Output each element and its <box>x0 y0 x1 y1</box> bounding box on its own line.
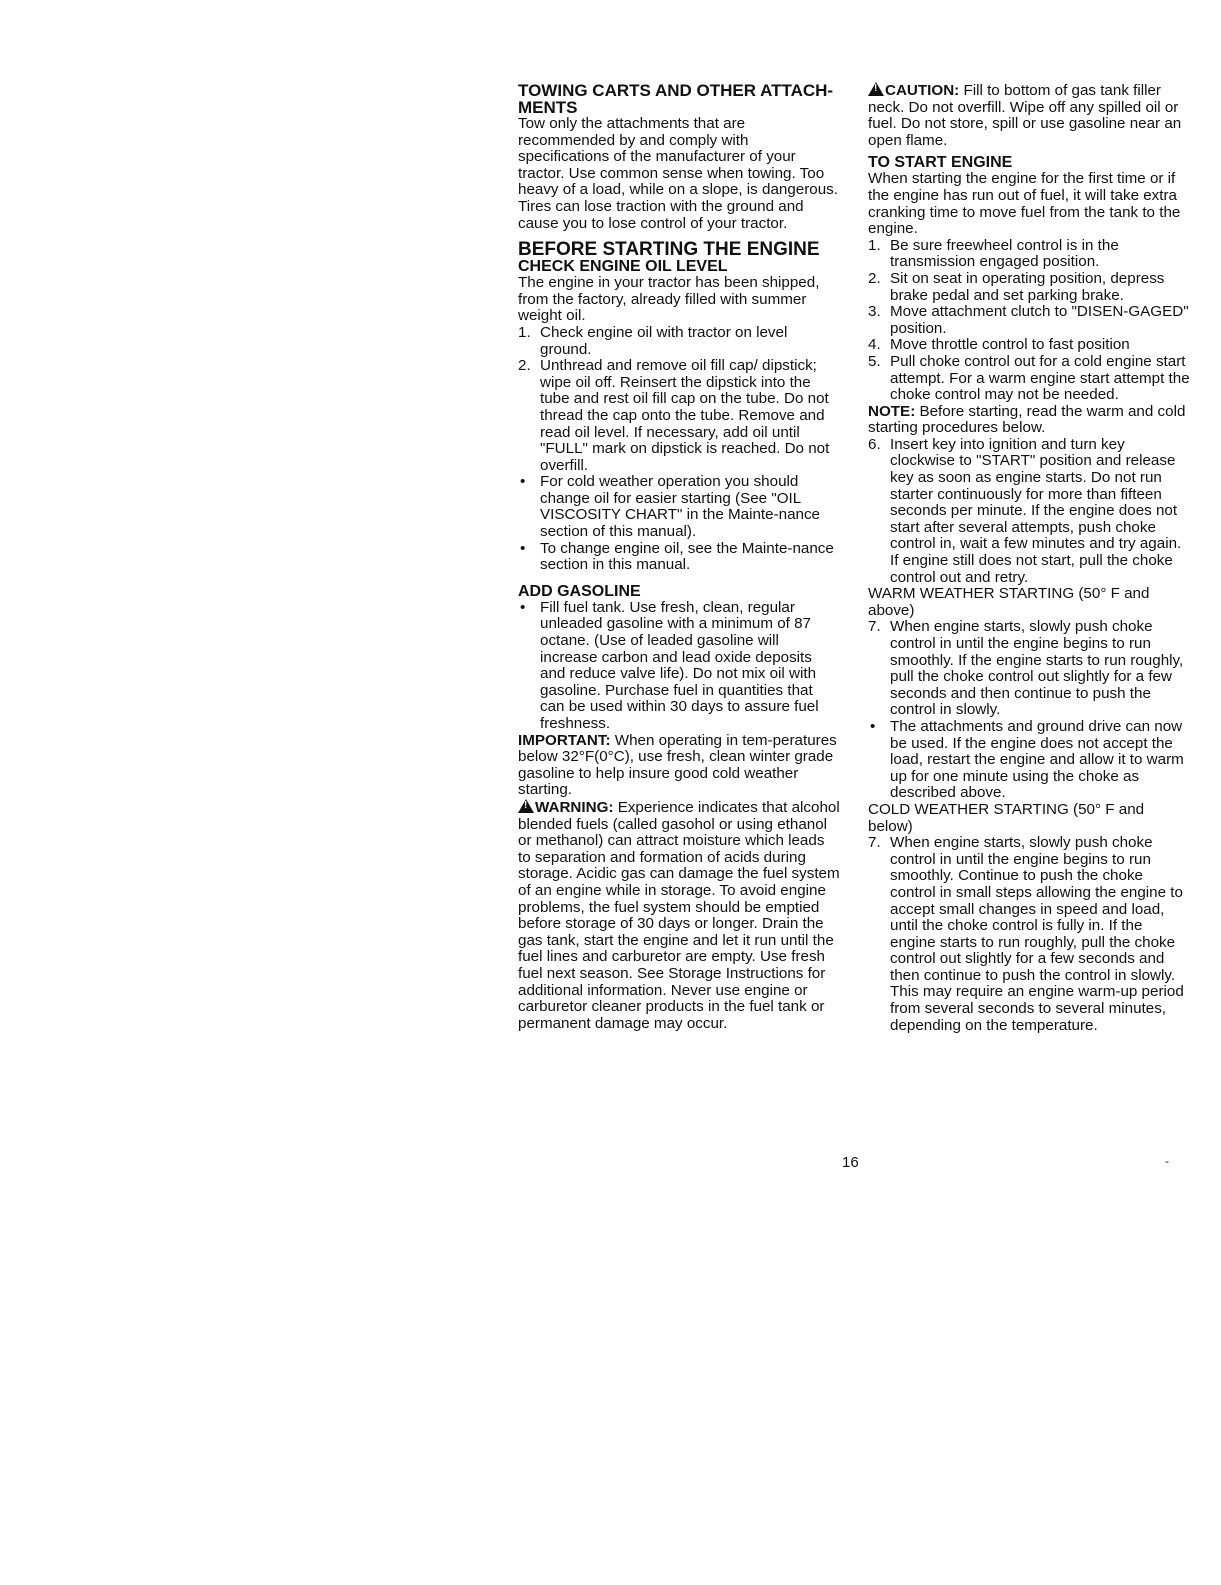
list-item <box>518 358 840 474</box>
list-item-text: Unthread and remove oil fill cap/ dipstick; wipe oil off. Reinsert the dipstick into the tube and rest oil fill cap on the tube. Do not thread the cap onto the tube. Remove and read oil level. If necessary, add oil until "FULL" mark on dipstick is reached. Do not overfill. <box>540 357 830 474</box>
list-item-text: The attachments and ground drive can now be used. If the engine does not accept the load, restart the engine and allow it to warm up for one minute using the choke as described above. <box>890 717 1184 802</box>
list-item <box>518 600 840 733</box>
warning-note <box>518 799 840 1032</box>
warning-label: WARNING: <box>535 798 614 816</box>
right-column <box>868 82 1190 1034</box>
list-item-text: To change engine oil, see the Mainte-nance section in this manual. <box>540 539 834 574</box>
cold-steps-list <box>868 835 1190 1034</box>
list-item <box>518 541 840 574</box>
bullet-marker: • <box>520 473 526 491</box>
warning-text: Experience indicates that alcohol blended fuels (called gasohol or using ethanol or methanol) can attract moisture which leads to separation and formation of acids during storage. Acidic gas can damage the fuel system of an engine while in storage. To avoid engine problems, the fuel system should be emptied before storage of 30 days or longer. Drain the gas tank, start the engine and let it run until the fuel lines and carburetor are empty. Use fresh fuel next season. See Storage Instructions for additional information. Never use engine or carburetor cleaner products in the fuel tank or permanent damage may occur. <box>518 798 840 1032</box>
start-steps-list <box>868 238 1190 404</box>
important-text: When operating in tem-peratures below 32°F(0°C), use fresh, clean winter grade gasoline to help insure good cold weather starting. <box>518 731 837 799</box>
list-item-text: Insert key into ignition and turn key clockwise to "START" position and release key as soon as engine starts. Do not run starter continuously for more than fifteen seconds per minute. If the engine does not start after several attempts, push choke control in, wait a few minutes and try again. If engine still does not start, pull the choke control out and retry. <box>890 435 1182 586</box>
left-column <box>518 82 840 1032</box>
start-intro-paragraph: When starting the engine for the first time or if the engine has run out of fuel, it will take extra cranking time to move fuel from the tank to the engine. <box>868 170 1181 238</box>
list-item-text: When engine starts, slowly push choke control in until the engine begins to run smoothly. If the engine starts to run roughly, pull the choke control out slightly for a few seconds and then continue to push the control in slowly. <box>890 618 1184 719</box>
caution-label: CAUTION: <box>885 82 960 99</box>
corner-mark: - <box>1165 1154 1169 1168</box>
note-text: Before starting, read the warm and cold starting procedures below. <box>868 402 1186 437</box>
list-item-marker: 4. <box>868 336 881 354</box>
to-start-engine-heading: TO START ENGINE <box>868 154 1013 172</box>
list-item <box>868 354 1190 404</box>
list-item <box>868 238 1190 271</box>
list-item-text: Pull choke control out for a cold engine start attempt. For a warm engine start attempt the choke control may not be needed. <box>890 352 1190 404</box>
list-item-text: Be sure freewheel control is in the transmission engaged position. <box>890 236 1119 271</box>
important-label: IMPORTANT: <box>518 731 611 749</box>
towing-paragraph: Tow only the attachments that are recommended by and comply with specifications of the manufacturer of your tractor. Use common sense when towing. Too heavy of a load, while on a slope, is dangerous. Tires can lose traction with the ground and cause you to lose control of your tractor. <box>518 115 838 232</box>
caution-note <box>868 82 1190 149</box>
list-item <box>518 325 840 358</box>
list-item-marker: 1. <box>868 236 881 254</box>
list-item-marker: 2. <box>868 269 881 287</box>
note-paragraph <box>868 404 1190 437</box>
warning-triangle-icon <box>518 799 534 813</box>
list-item <box>868 835 1190 1034</box>
list-item-marker: 5. <box>868 352 881 370</box>
gas-steps-list <box>518 600 840 733</box>
towing-heading: TOWING CARTS AND OTHER ATTACH-MENTS <box>518 81 834 117</box>
cold-weather-heading: COLD WEATHER STARTING (50° F and below) <box>868 800 1145 835</box>
warm-weather-heading: WARM WEATHER STARTING (50° F and above) <box>868 585 1150 619</box>
list-item-text: For cold weather operation you should change oil for easier starting (See "OIL VISCOSITY CHART" in the Mainte-nance section of this manual). <box>540 473 821 541</box>
list-item <box>868 271 1190 304</box>
caution-triangle-icon <box>868 82 884 96</box>
page-number: 16 <box>842 1154 859 1171</box>
list-item <box>868 304 1190 337</box>
check-oil-heading: CHECK ENGINE OIL LEVEL <box>518 258 728 276</box>
list-item-text: Check engine oil with tractor on level ground. <box>540 323 788 358</box>
list-item-marker: 3. <box>868 303 881 321</box>
list-item-marker: 7. <box>868 618 881 636</box>
oil-steps-list <box>518 325 840 574</box>
list-item-text: When engine starts, slowly push choke control in until the engine begins to run smoothly. Continue to push the choke control in small steps allowing the engine to accept small changes in speed and load, until the choke control is fully in. If the engine starts to run roughly, pull the choke control out slightly for a few seconds and then continue to push the control in slowly. This may require an engine warm-up period from several seconds to several minutes, depending on the temperature. <box>890 834 1184 1034</box>
important-note <box>518 733 840 799</box>
bullet-marker: • <box>870 717 876 735</box>
list-item-marker: 6. <box>868 435 881 453</box>
list-item <box>868 719 1190 802</box>
list-item-text: Sit on seat in operating position, depress brake pedal and set parking brake. <box>890 269 1165 304</box>
warm-steps-list <box>868 619 1190 802</box>
bullet-marker: • <box>520 598 526 616</box>
add-gasoline-heading: ADD GASOLINE <box>518 582 641 600</box>
list-item <box>868 337 1190 354</box>
list-item-text: Move attachment clutch to "DISEN-GAGED" position. <box>890 303 1189 337</box>
list-item-marker: 1. <box>518 323 531 341</box>
list-item-marker: 7. <box>868 834 881 852</box>
list-item <box>868 437 1190 586</box>
list-item <box>518 474 840 540</box>
list-item-text: Move throttle control to fast position <box>890 336 1130 354</box>
note-label: NOTE: <box>868 402 916 420</box>
list-item-marker: 2. <box>518 357 531 375</box>
bullet-marker: • <box>520 539 526 557</box>
list-item-text: Fill fuel tank. Use fresh, clean, regular unleaded gasoline with a minimum of 87 octane. (Use of leaded gasoline will increase carbon and lead oxide deposits and reduce valve life). Do not mix oil with gasoline. Purchase fuel in quantities that can be used within 30 days to assure fuel freshness. <box>540 598 819 732</box>
caution-text: Fill to bottom of gas tank filler neck. Do not overfill. Wipe off any spilled oil or fuel. Do not store, spill or use gasoline near an open flame. <box>868 82 1182 149</box>
oil-intro-paragraph: The engine in your tractor has been shipped, from the factory, already filled with summer weight oil. <box>518 274 820 325</box>
before-starting-heading: BEFORE STARTING THE ENGINE <box>518 239 820 261</box>
list-item <box>868 619 1190 719</box>
